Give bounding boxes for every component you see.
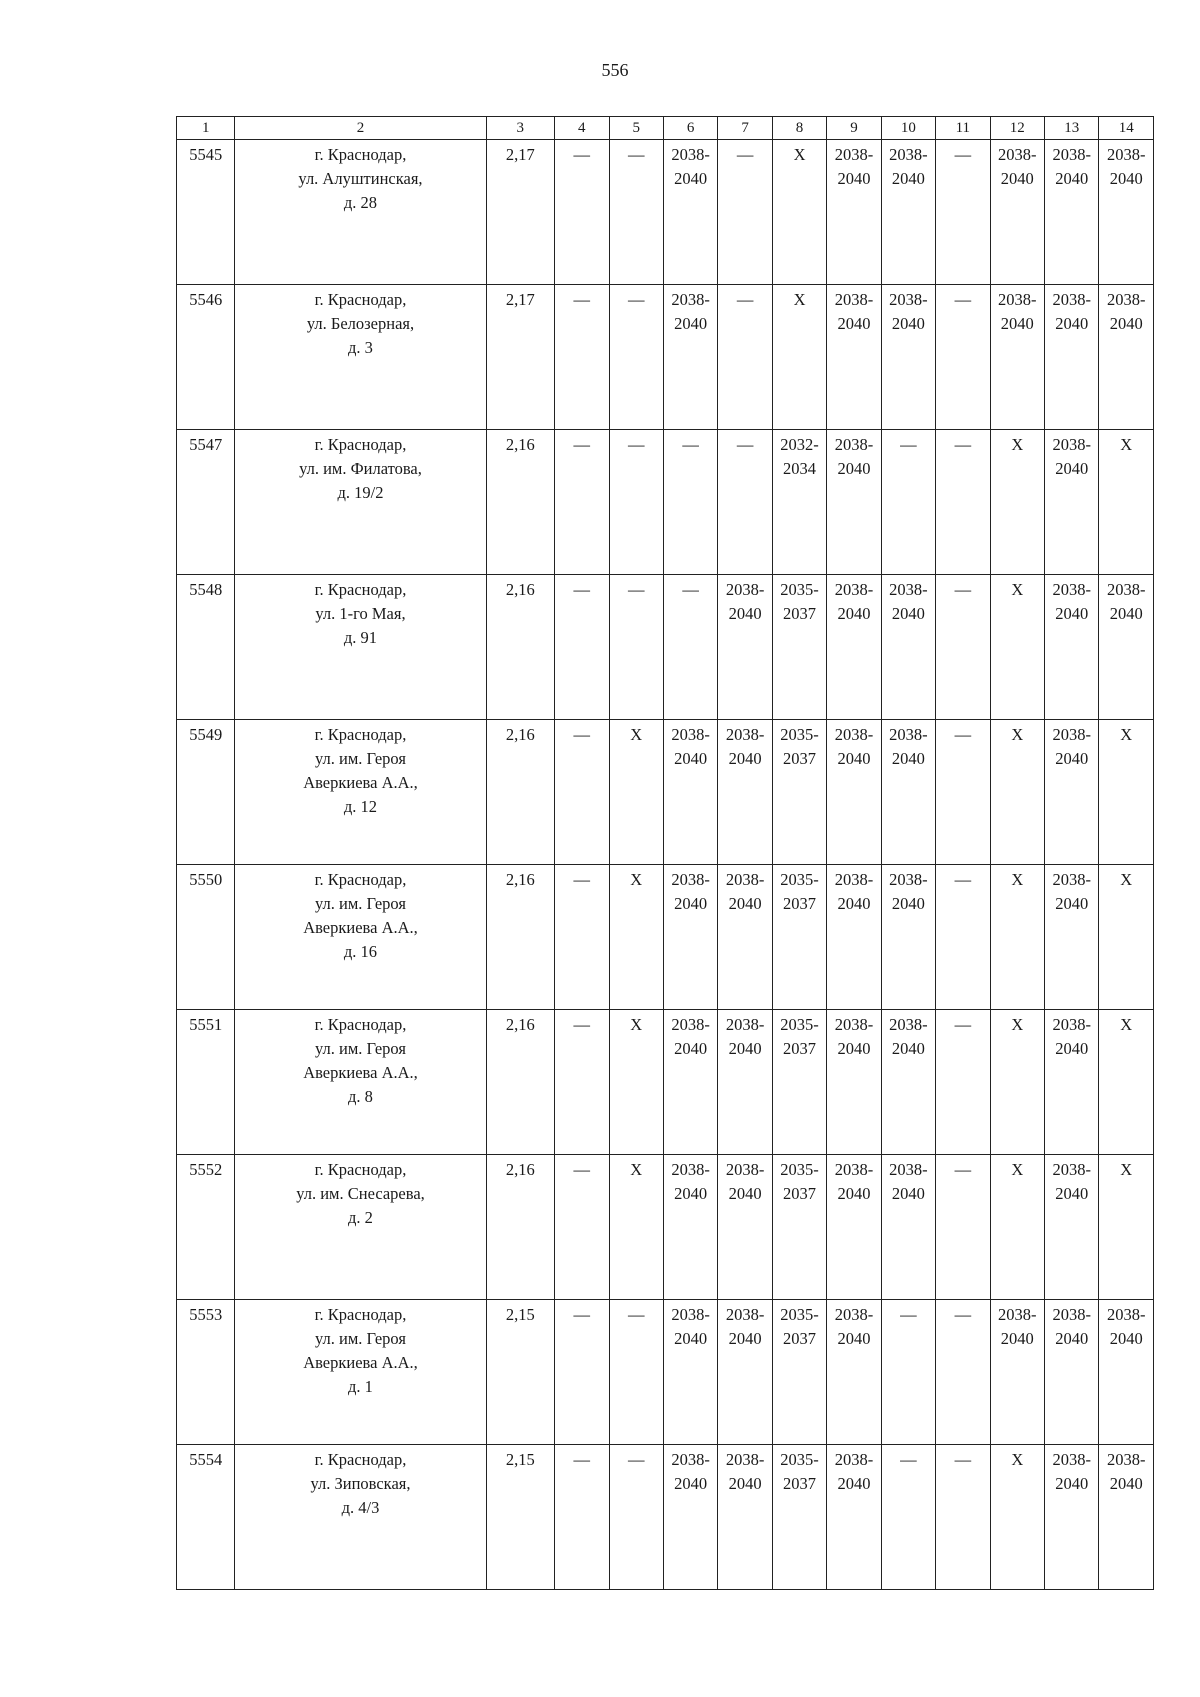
value-cell-col-9: 2038- 2040 (827, 575, 881, 720)
value-cell-col-5: Х (609, 720, 663, 865)
row-number: 5554 (177, 1445, 235, 1590)
value-cell-col-10: 2038- 2040 (881, 865, 935, 1010)
value-cell-col-11: — (936, 430, 990, 575)
value-cell-col-9: 2038- 2040 (827, 1155, 881, 1300)
value-cell-col-7: 2038- 2040 (718, 575, 772, 720)
column-number-14: 14 (1099, 117, 1154, 140)
value-cell-col-12: Х (990, 1010, 1044, 1155)
value-cell-col-13: 2038- 2040 (1045, 430, 1099, 575)
value-cell-col-14: 2038- 2040 (1099, 285, 1154, 430)
address-cell (235, 1010, 486, 1155)
column-number-12: 12 (990, 117, 1044, 140)
table-row (177, 430, 1154, 575)
value-cell-col-10: 2038- 2040 (881, 1155, 935, 1300)
address-cell (235, 140, 486, 285)
value-cell-col-13: 2038- 2040 (1045, 285, 1099, 430)
value-cell-col-14: 2038- 2040 (1099, 575, 1154, 720)
value-cell-col-3: 2,17 (486, 140, 555, 285)
value-cell-col-13: 2038- 2040 (1045, 1300, 1099, 1445)
table-row (177, 575, 1154, 720)
value-cell-col-3: 2,17 (486, 285, 555, 430)
value-cell-col-7: — (718, 140, 772, 285)
value-cell-col-6: 2038- 2040 (663, 1300, 717, 1445)
row-number: 5547 (177, 430, 235, 575)
column-number-8: 8 (772, 117, 826, 140)
value-cell-col-7: 2038- 2040 (718, 1445, 772, 1590)
value-cell-col-11: — (936, 1445, 990, 1590)
value-cell-col-10: 2038- 2040 (881, 720, 935, 865)
value-cell-col-4: — (555, 140, 609, 285)
address-cell (235, 575, 486, 720)
column-number-11: 11 (936, 117, 990, 140)
column-number-9: 9 (827, 117, 881, 140)
value-cell-col-12: 2038- 2040 (990, 1300, 1044, 1445)
address-line: ул. им. Героя (315, 749, 406, 768)
value-cell-col-4: — (555, 575, 609, 720)
value-cell-col-8: 2035- 2037 (772, 575, 826, 720)
address-cell (235, 1155, 486, 1300)
value-cell-col-7: 2038- 2040 (718, 1155, 772, 1300)
value-cell-col-10: — (881, 1445, 935, 1590)
value-cell-col-14: 2038- 2040 (1099, 140, 1154, 285)
value-cell-col-12: Х (990, 865, 1044, 1010)
column-number-5: 5 (609, 117, 663, 140)
row-number: 5552 (177, 1155, 235, 1300)
value-cell-col-4: — (555, 1445, 609, 1590)
address-line: г. Краснодар, (314, 725, 407, 744)
value-cell-col-14: 2038- 2040 (1099, 1300, 1154, 1445)
value-cell-col-3: 2,16 (486, 1155, 555, 1300)
value-cell-col-11: — (936, 1155, 990, 1300)
table-row (177, 865, 1154, 1010)
value-cell-col-9: 2038- 2040 (827, 285, 881, 430)
value-cell-col-14: Х (1099, 865, 1154, 1010)
column-number-2: 2 (235, 117, 486, 140)
value-cell-col-11: — (936, 1300, 990, 1445)
value-cell-col-10: 2038- 2040 (881, 140, 935, 285)
value-cell-col-12: 2038- 2040 (990, 140, 1044, 285)
value-cell-col-9: 2038- 2040 (827, 1010, 881, 1155)
address-line: д. 8 (348, 1087, 373, 1106)
value-cell-col-6: 2038- 2040 (663, 285, 717, 430)
address-line: ул. им. Героя (315, 1039, 406, 1058)
column-number-7: 7 (718, 117, 772, 140)
value-cell-col-9: 2038- 2040 (827, 430, 881, 575)
value-cell-col-9: 2038- 2040 (827, 720, 881, 865)
value-cell-col-8: Х (772, 140, 826, 285)
value-cell-col-14: 2038- 2040 (1099, 1445, 1154, 1590)
address-line: г. Краснодар, (314, 1160, 407, 1179)
column-number-13: 13 (1045, 117, 1099, 140)
value-cell-col-8: Х (772, 285, 826, 430)
value-cell-col-10: 2038- 2040 (881, 575, 935, 720)
value-cell-col-6: 2038- 2040 (663, 720, 717, 865)
value-cell-col-3: 2,16 (486, 865, 555, 1010)
value-cell-col-14: Х (1099, 1155, 1154, 1300)
value-cell-col-14: Х (1099, 1010, 1154, 1155)
value-cell-col-3: 2,16 (486, 1010, 555, 1155)
value-cell-col-9: 2038- 2040 (827, 865, 881, 1010)
value-cell-col-6: 2038- 2040 (663, 1155, 717, 1300)
row-number: 5545 (177, 140, 235, 285)
value-cell-col-7: — (718, 430, 772, 575)
value-cell-col-6: — (663, 430, 717, 575)
value-cell-col-4: — (555, 720, 609, 865)
value-cell-col-3: 2,15 (486, 1445, 555, 1590)
value-cell-col-12: Х (990, 1445, 1044, 1590)
value-cell-col-13: 2038- 2040 (1045, 1445, 1099, 1590)
value-cell-col-5: — (609, 285, 663, 430)
address-line: г. Краснодар, (314, 290, 407, 309)
address-line: д. 16 (343, 942, 378, 961)
address-cell (235, 285, 486, 430)
address-line: ул. им. Филатова, (299, 459, 422, 478)
value-cell-col-10: 2038- 2040 (881, 285, 935, 430)
value-cell-col-12: Х (990, 720, 1044, 865)
table-row (177, 1300, 1154, 1445)
address-line: д. 4/3 (341, 1498, 380, 1517)
table-row (177, 1010, 1154, 1155)
value-cell-col-8: 2035- 2037 (772, 1300, 826, 1445)
value-cell-col-11: — (936, 575, 990, 720)
value-cell-col-10: — (881, 1300, 935, 1445)
value-cell-col-9: 2038- 2040 (827, 1300, 881, 1445)
value-cell-col-13: 2038- 2040 (1045, 1155, 1099, 1300)
value-cell-col-7: — (718, 285, 772, 430)
value-cell-col-4: — (555, 1155, 609, 1300)
address-line: д. 28 (343, 193, 378, 212)
address-line: г. Краснодар, (314, 870, 407, 889)
value-cell-col-13: 2038- 2040 (1045, 865, 1099, 1010)
value-cell-col-3: 2,16 (486, 430, 555, 575)
address-line: Аверкиева А.А., (303, 1063, 418, 1082)
address-line: д. 12 (343, 797, 378, 816)
address-line: г. Краснодар, (314, 145, 407, 164)
value-cell-col-9: 2038- 2040 (827, 140, 881, 285)
address-cell (235, 865, 486, 1010)
value-cell-col-5: Х (609, 1010, 663, 1155)
value-cell-col-3: 2,16 (486, 575, 555, 720)
value-cell-col-11: — (936, 140, 990, 285)
table-row (177, 720, 1154, 865)
row-number: 5548 (177, 575, 235, 720)
value-cell-col-4: — (555, 1010, 609, 1155)
column-number-header-row (177, 117, 1154, 140)
value-cell-col-14: Х (1099, 430, 1154, 575)
value-cell-col-3: 2,16 (486, 720, 555, 865)
value-cell-col-5: Х (609, 865, 663, 1010)
value-cell-col-4: — (555, 430, 609, 575)
value-cell-col-11: — (936, 1010, 990, 1155)
value-cell-col-10: — (881, 430, 935, 575)
address-line: ул. 1-го Мая, (315, 604, 406, 623)
address-line: г. Краснодар, (314, 435, 407, 454)
value-cell-col-3: 2,15 (486, 1300, 555, 1445)
value-cell-col-13: 2038- 2040 (1045, 1010, 1099, 1155)
address-line: Аверкиева А.А., (303, 918, 418, 937)
column-number-10: 10 (881, 117, 935, 140)
value-cell-col-7: 2038- 2040 (718, 720, 772, 865)
value-cell-col-5: — (609, 575, 663, 720)
value-cell-col-12: Х (990, 575, 1044, 720)
address-line: д. 3 (348, 338, 373, 357)
address-line: г. Краснодар, (314, 1015, 407, 1034)
column-number-6: 6 (663, 117, 717, 140)
row-number: 5550 (177, 865, 235, 1010)
column-number-1: 1 (177, 117, 235, 140)
column-number-4: 4 (555, 117, 609, 140)
address-cell (235, 1445, 486, 1590)
address-line: д. 19/2 (337, 483, 384, 502)
address-line: д. 2 (348, 1208, 373, 1227)
value-cell-col-5: Х (609, 1155, 663, 1300)
address-line: д. 91 (343, 628, 378, 647)
row-number: 5551 (177, 1010, 235, 1155)
value-cell-col-5: — (609, 140, 663, 285)
value-cell-col-12: 2038- 2040 (990, 285, 1044, 430)
address-line: г. Краснодар, (314, 580, 407, 599)
value-cell-col-13: 2038- 2040 (1045, 140, 1099, 285)
value-cell-col-14: Х (1099, 720, 1154, 865)
value-cell-col-7: 2038- 2040 (718, 1300, 772, 1445)
value-cell-col-6: 2038- 2040 (663, 1445, 717, 1590)
value-cell-col-7: 2038- 2040 (718, 1010, 772, 1155)
value-cell-col-6: 2038- 2040 (663, 1010, 717, 1155)
value-cell-col-6: 2038- 2040 (663, 865, 717, 1010)
value-cell-col-6: 2038- 2040 (663, 140, 717, 285)
address-line: ул. Зиповская, (310, 1474, 411, 1493)
value-cell-col-5: — (609, 430, 663, 575)
row-number: 5546 (177, 285, 235, 430)
column-number-3: 3 (486, 117, 555, 140)
value-cell-col-8: 2035- 2037 (772, 720, 826, 865)
value-cell-col-4: — (555, 1300, 609, 1445)
housing-register-table (176, 116, 1154, 1590)
address-line: г. Краснодар, (314, 1450, 407, 1469)
address-line: ул. им. Героя (315, 1329, 406, 1348)
value-cell-col-8: 2032- 2034 (772, 430, 826, 575)
address-line: ул. Алуштинская, (298, 169, 423, 188)
value-cell-col-11: — (936, 285, 990, 430)
table-row (177, 1155, 1154, 1300)
value-cell-col-10: 2038- 2040 (881, 1010, 935, 1155)
value-cell-col-5: — (609, 1445, 663, 1590)
table-row (177, 285, 1154, 430)
value-cell-col-5: — (609, 1300, 663, 1445)
address-line: ул. Белозерная, (306, 314, 415, 333)
value-cell-col-4: — (555, 865, 609, 1010)
value-cell-col-11: — (936, 865, 990, 1010)
address-line: Аверкиева А.А., (303, 1353, 418, 1372)
address-cell (235, 430, 486, 575)
value-cell-col-8: 2035- 2037 (772, 1155, 826, 1300)
table-row (177, 1445, 1154, 1590)
address-line: ул. им. Снесарева, (296, 1184, 425, 1203)
value-cell-col-12: Х (990, 1155, 1044, 1300)
row-number: 5553 (177, 1300, 235, 1445)
value-cell-col-13: 2038- 2040 (1045, 575, 1099, 720)
value-cell-col-9: 2038- 2040 (827, 1445, 881, 1590)
table-body (177, 140, 1154, 1590)
address-cell (235, 1300, 486, 1445)
table-row (177, 140, 1154, 285)
address-line: г. Краснодар, (314, 1305, 407, 1324)
address-line: ул. им. Героя (315, 894, 406, 913)
address-cell (235, 720, 486, 865)
value-cell-col-8: 2035- 2037 (772, 1445, 826, 1590)
value-cell-col-11: — (936, 720, 990, 865)
value-cell-col-8: 2035- 2037 (772, 865, 826, 1010)
address-line: Аверкиева А.А., (303, 773, 418, 792)
page-number: 556 (601, 60, 629, 80)
value-cell-col-7: 2038- 2040 (718, 865, 772, 1010)
value-cell-col-8: 2035- 2037 (772, 1010, 826, 1155)
value-cell-col-4: — (555, 285, 609, 430)
value-cell-col-6: — (663, 575, 717, 720)
value-cell-col-13: 2038- 2040 (1045, 720, 1099, 865)
row-number: 5549 (177, 720, 235, 865)
value-cell-col-12: Х (990, 430, 1044, 575)
address-line: д. 1 (348, 1377, 373, 1396)
